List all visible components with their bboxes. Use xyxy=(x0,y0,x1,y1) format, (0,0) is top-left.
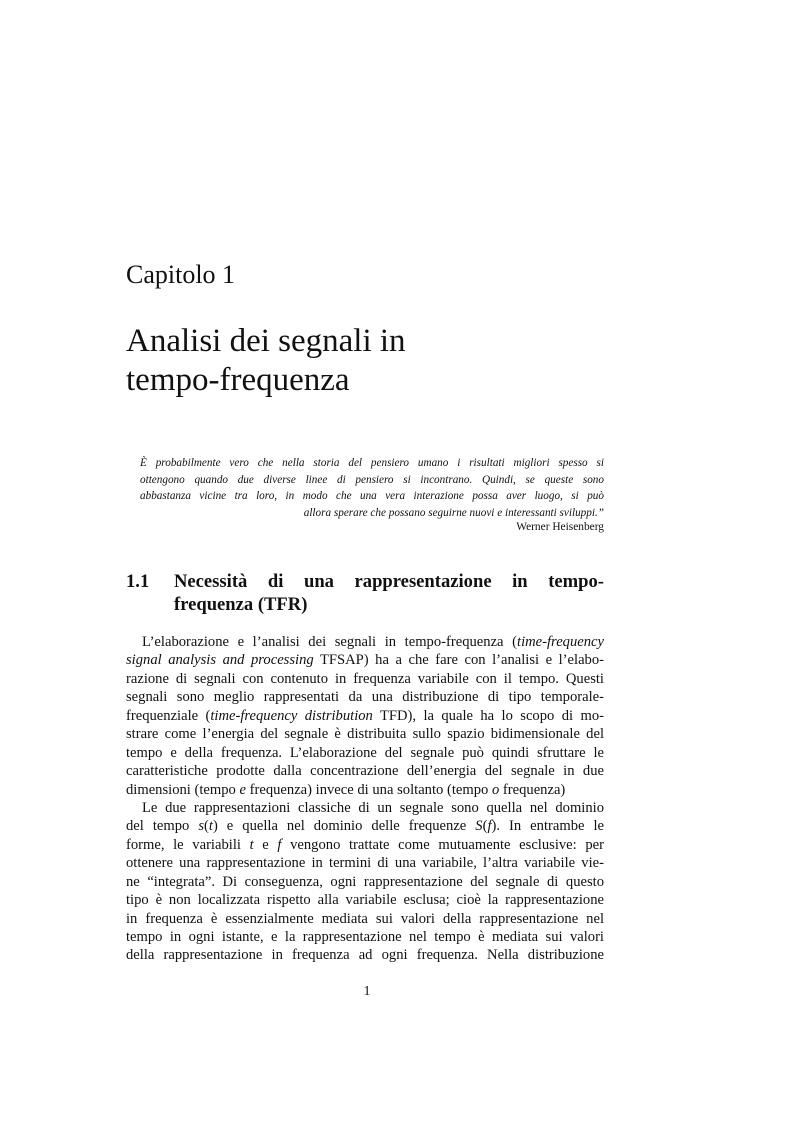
body-line xyxy=(126,854,604,872)
text-span: ottenere una rappresentazione in termini di una variabile, l’altra variabile vie- xyxy=(126,855,604,872)
italic-text: S xyxy=(475,818,483,835)
text-span: della rappresentazione in frequenza ad ogni frequenza. Nella distribuzione xyxy=(126,947,604,964)
text-span: segnali sono meglio rappresentati da una distribuzione di tipo temporale- xyxy=(126,689,604,706)
text-span: ( xyxy=(204,818,209,835)
chapter-title-line: tempo-frequenza xyxy=(126,362,350,398)
body-line xyxy=(126,836,604,854)
italic-text: o xyxy=(491,781,500,798)
epigraph-line: È probabilmente vero che nella storia del pensiero umano i risultati migliori spesso si xyxy=(140,457,604,469)
section-title-line: frequenza (TFR) xyxy=(174,594,308,615)
body-line xyxy=(126,725,604,743)
italic-text: s xyxy=(198,818,204,835)
text-span: dimensioni (tempo xyxy=(126,781,240,798)
body-line xyxy=(126,633,604,651)
text-span: e xyxy=(253,836,278,853)
body-line xyxy=(126,910,604,928)
text-span: frequenza) invece di una soltanto (tempo xyxy=(245,781,492,798)
body-line xyxy=(126,670,604,688)
epigraph-author: Werner Heisenberg xyxy=(516,521,604,533)
body-line xyxy=(126,799,604,817)
text-span: tipo è non localizzata rispetto alla variabile esclusa; cioè la rappresentazione xyxy=(126,892,604,909)
body-line xyxy=(126,873,604,891)
italic-text: t xyxy=(249,836,254,853)
body-line xyxy=(126,781,604,799)
italic-text: time-frequency xyxy=(517,634,604,650)
body-line xyxy=(126,928,604,946)
text-span: tempo e della frequenza. L’elaborazione del segnale può quindi sfruttare le xyxy=(126,744,604,761)
text-span: razione di segnali con contenuto in frequenza variabile con il tempo. Questi xyxy=(126,670,604,687)
body-line xyxy=(126,688,604,706)
section-title-line: Necessità di una rappresentazione in tempo- xyxy=(174,571,604,592)
text-span: vengono trattate come mutuamente esclusive: per xyxy=(281,836,604,853)
text-span: tempo in ogni istante, e la rappresentazione nel tempo è mediata sui valori xyxy=(126,929,604,945)
section-heading xyxy=(126,570,604,616)
italic-text: t xyxy=(208,818,213,835)
italic-text: time-frequency distribution xyxy=(210,707,373,724)
epigraph-line: allora sperare che possano seguirne nuovi e interessanti sviluppi.” xyxy=(303,506,604,519)
chapter-label: Capitolo 1 xyxy=(126,260,236,289)
text-span: frequenziale ( xyxy=(126,707,211,724)
epigraph-quote xyxy=(140,455,604,521)
body-line xyxy=(126,762,604,780)
text-span: ). In entrambe le xyxy=(491,818,604,835)
italic-text: f xyxy=(277,836,282,853)
epigraph-line: ottengono quando due diverse linee di pensiero si incontrano. Quindi, se queste sono xyxy=(140,473,604,486)
text-span: del tempo xyxy=(126,818,199,835)
text-span: forme, le variabili xyxy=(126,836,250,853)
text-span: TFD), la quale ha lo scopo di mo- xyxy=(372,707,604,724)
text-span: Le due rappresentazioni classiche di un segnale sono quella nel dominio xyxy=(142,799,604,816)
body-line xyxy=(126,707,604,725)
text-span: ne “integrata”. Di conseguenza, ogni rappresentazione del segnale di questo xyxy=(126,873,604,890)
italic-text: e xyxy=(239,781,246,798)
body-line xyxy=(126,891,604,909)
text-span: caratteristiche prodotte dalla concentrazione dell’energia del segnale in due xyxy=(126,763,604,780)
body-text xyxy=(126,633,604,965)
text-span: strare come l’energia del segnale è distribuita sullo spazio bidimensionale del xyxy=(126,726,604,743)
text-span: L’elaborazione e l’analisi dei segnali in tempo-frequenza ( xyxy=(142,634,518,650)
chapter-title xyxy=(126,322,606,400)
chapter-title-line: Analisi dei segnali in xyxy=(126,323,406,359)
text-span: frequenza) xyxy=(499,781,566,798)
body-line xyxy=(126,744,604,762)
section-number: 1.1 xyxy=(126,571,150,592)
epigraph-line: abbastanza vicine tra loro, in modo che una vera interazione possa aver luogo, si può xyxy=(140,490,604,502)
text-span: TFSAP) ha a che fare con l’analisi e l’elabo- xyxy=(313,652,604,669)
text-span: ) e quella nel dominio delle frequenze xyxy=(212,818,476,835)
italic-text: f xyxy=(487,818,492,835)
italic-text: signal analysis and processing xyxy=(126,652,314,669)
body-line xyxy=(126,946,604,964)
body-line xyxy=(126,817,604,835)
text-span: in frequenza è essenzialmente mediata sui valori della rappresentazione nel xyxy=(126,910,604,927)
text-span: ( xyxy=(482,818,488,835)
body-line xyxy=(126,651,604,669)
page-number: 1 xyxy=(363,984,371,999)
